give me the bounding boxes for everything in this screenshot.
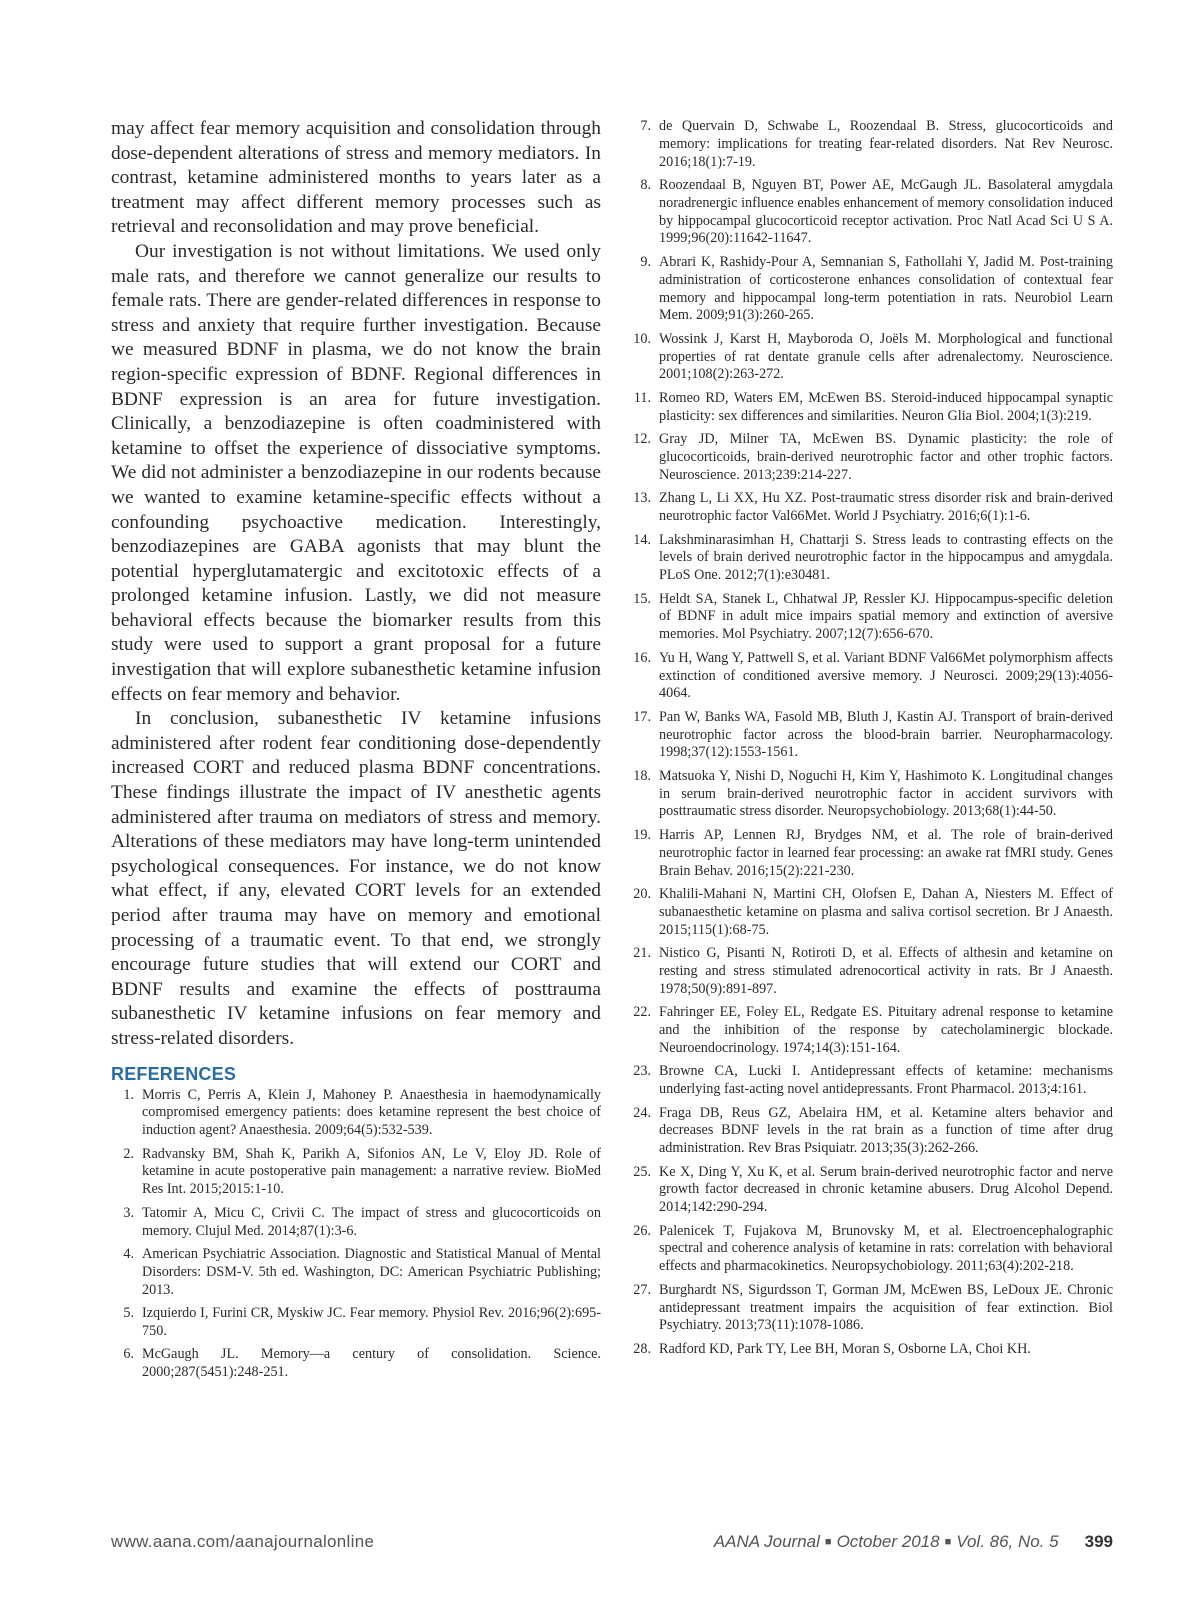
reference-text: de Quervain D, Schwabe L, Roozendaal B. Stress, glucocorticoids and memory: implications for treating fear-related disorders. Nat Rev Neurosc. 2016;18(1):7-19.: [659, 118, 1113, 170]
reference-number: 11.: [633, 389, 651, 406]
reference-item: [629, 650, 1113, 703]
reference-number: 28.: [633, 1340, 651, 1357]
reference-number: 18.: [633, 767, 651, 784]
reference-number: 8.: [640, 177, 651, 194]
right-column: [629, 118, 1113, 1364]
reference-text: Matsuoka Y, Nishi D, Noguchi H, Kim Y, Hashimoto K. Longitudinal changes in serum brain-derived neurotrophic factor in accident survivors with posttraumatic stress disorder. Neuropsychobiology. 2013;68(1):44-50.: [659, 767, 1113, 820]
reference-text: Morris C, Perris A, Klein J, Mahoney P. Anaesthesia in haemodynamically compromised emergency patients: does ketamine represent the best choice of induction agent? Anaesthesia. 2009;64(5):532-539.: [142, 1086, 601, 1139]
reference-text: Radford KD, Park TY, Lee BH, Moran S, Osborne LA, Choi KH.: [659, 1340, 1031, 1357]
reference-number: 22.: [633, 1004, 651, 1021]
reference-text: Heldt SA, Stanek L, Chhatwal JP, Ressler KJ. Hippocampus-specific deletion of BDNF in adult mice impairs spatial memory and extinction of aversive memories. Mol Psychiatry. 2007;12(7):656-670.: [659, 590, 1113, 643]
reference-text: Pan W, Banks WA, Fasold MB, Bluth J, Kastin AJ. Transport of brain-derived neurotrophic factor across the blood-brain barrier. Neuropharmacology. 1998;37(12):1553-1561.: [659, 708, 1113, 761]
reference-number: 13.: [633, 490, 651, 507]
reference-text: Palenicek T, Fujakova M, Brunovsky M, et al. Electroencephalographic spectral and coherence analysis of ketamine in rats: correlation with behavioral effects and pharmacokinetics. Neuropsychobiology. 2011;63(4):202-218.: [659, 1222, 1113, 1275]
reference-item: [111, 1346, 601, 1382]
separator-square: ■: [824, 1536, 832, 1548]
reference-item: [629, 1063, 1113, 1099]
reference-text: Radvansky BM, Shah K, Parikh A, Sifonios AN, Le V, Eloy JD. Role of ketamine in acute postoperative pain management: a narrative review. BioMed Res Int. 2015;2015:1-10.: [142, 1145, 601, 1198]
reference-number: 16.: [633, 649, 651, 666]
reference-item: [629, 431, 1113, 484]
reference-text: Burghardt NS, Sigurdsson T, Gorman JM, McEwen BS, LeDoux JE. Chronic antidepressant treatment impairs the acquisition of fear extinction. Biol Psychiatry. 2013;73(11):1078-1086.: [659, 1281, 1113, 1334]
reference-text: Zhang L, Li XX, Hu XZ. Post-traumatic stress disorder risk and brain-derived neurotrophic factor Val66Met. World J Psychiatry. 2016;6(1):1-6.: [659, 490, 1113, 525]
reference-number: 27.: [633, 1281, 651, 1298]
reference-text: American Psychiatric Association. Diagnostic and Statistical Manual of Mental Disorders: DSM-V. 5th ed. Washington, DC: American Psychiatric Publishing; 2013.: [142, 1246, 601, 1298]
reference-text: Ke X, Ding Y, Xu K, et al. Serum brain-derived neurotrophic factor and nerve growth factor decreased in chronic ketamine abusers. Drug Alcohol Depend. 2014;142:290-294.: [659, 1163, 1113, 1216]
journal-url-link[interactable]: www.aana.com/aanajournalonline: [111, 1532, 375, 1551]
journal-name: AANA Journal: [713, 1532, 820, 1551]
reference-item: [629, 490, 1113, 526]
reference-text: Yu H, Wang Y, Pattwell S, et al. Variant BDNF Val66Met polymorphism affects extinction of conditioned aversive memory. J Neurosci. 2009;29(13):4056-4064.: [659, 649, 1113, 702]
reference-number: 9.: [640, 253, 651, 270]
reference-item: [629, 945, 1113, 998]
references-heading: REFERENCES: [111, 1063, 237, 1084]
reference-text: Khalili-Mahani N, Martini CH, Olofsen E, Dahan A, Niesters M. Effect of subanaesthetic ketamine on plasma and saliva cortisol secretion. Br J Anaesth. 2015;115(1):68-75.: [659, 886, 1113, 938]
reference-text: Romeo RD, Waters EM, McEwen BS. Steroid-induced hippocampal synaptic plasticity: sex differences and similarities. Neuron Glia Biol. 2004;1(3):219.: [659, 389, 1113, 424]
reference-number: 24.: [633, 1104, 651, 1121]
reference-number: 5.: [123, 1305, 134, 1322]
reference-number: 21.: [633, 945, 651, 962]
reference-item: [629, 1004, 1113, 1057]
reference-text: Abrari K, Rashidy-Pour A, Semnanian S, Fathollahi Y, Jadid M. Post-training administration of corticosterone enhances consolidation of contextual fear memory and hippocampal long-term potentiation in rats. Neurobiol Learn Mem. 2009;91(3):260-265.: [659, 253, 1113, 324]
left-column: [111, 117, 601, 1388]
reference-text: McGaugh JL. Memory—a century of consolidation. Science. 2000;287(5451):248-251.: [142, 1346, 601, 1381]
reference-number: 4.: [123, 1246, 134, 1262]
reference-item: [629, 532, 1113, 585]
reference-number: 23.: [633, 1063, 651, 1080]
reference-text: Harris AP, Lennen RJ, Brydges NM, et al. The role of brain-derived neurotrophic factor in learned fear processing: an awake rat fMRI study. Genes Brain Behav. 2016;15(2):221-230.: [659, 826, 1113, 879]
reference-number: 1.: [123, 1086, 134, 1103]
page-footer: [111, 1532, 1113, 1556]
reference-number: 3.: [123, 1204, 134, 1221]
body-paragraph-3: In conclusion, subanesthetic IV ketamine infusions administered after rodent fear conditioning dose-dependently increased CORT and reduced plasma BDNF concentrations. These findings illustrate the impact of IV anesthetic agents administered after trauma on mediators of stress and memory. Alterations of these mediators may have long-term unintended psychological consequences. For instance, we do not know what effect, if any, elevated CORT levels for an extended period after trauma may have on memory and emotional processing of a traumatic event. To that end, we strongly encourage future studies that will extend our CORT and BDNF results and examine the effects of posttrauma subanesthetic IV ketamine infusions on fear memory and stress-related disorders.: [111, 708, 601, 1049]
reference-item: [629, 390, 1113, 426]
reference-item: [629, 709, 1113, 762]
reference-item: [629, 591, 1113, 644]
reference-item: [111, 1305, 601, 1341]
reference-text: Izquierdo I, Furini CR, Myskiw JC. Fear memory. Physiol Rev. 2016;96(2):695-750.: [142, 1305, 601, 1339]
reference-item: [629, 1164, 1113, 1217]
reference-item: [111, 1246, 601, 1299]
reference-text: Tatomir A, Micu C, Crivii C. The impact of stress and glucocorticoids on memory. Clujul Med. 2014;87(1):3-6.: [142, 1204, 601, 1239]
reference-item: [111, 1205, 601, 1241]
reference-number: 6.: [123, 1346, 134, 1363]
reference-number: 26.: [633, 1222, 651, 1239]
reference-text: Nistico G, Pisanti N, Rotiroti D, et al. Effects of althesin and ketamine on resting and stress stimulated adrenocortical activity in rats. Br J Anaesth. 1978;50(9):891-897.: [659, 945, 1113, 997]
reference-item: [629, 768, 1113, 821]
reference-item: [629, 331, 1113, 384]
reference-item: [111, 1087, 601, 1140]
reference-number: 17.: [633, 708, 651, 725]
reference-item: [629, 177, 1113, 248]
issue-date: October 2018: [836, 1532, 940, 1551]
reference-text: Lakshminarasimhan H, Chattarji S. Stress leads to contrasting effects on the levels of brain derived neurotrophic factor in the hippocampus and amygdala. PLoS One. 2012;7(1):e30481.: [659, 531, 1113, 584]
reference-item: [629, 1341, 1113, 1359]
reference-text: Fahringer EE, Foley EL, Redgate ES. Pituitary adrenal response to ketamine and the inhibition of the response by catecholaminergic blockade. Neuroendocrinology. 1974;14(3):151-164.: [659, 1004, 1113, 1056]
reference-number: 25.: [633, 1163, 651, 1180]
reference-item: [111, 1146, 601, 1199]
reference-item: [629, 827, 1113, 880]
reference-item: [629, 1282, 1113, 1335]
reference-number: 10.: [633, 330, 651, 347]
reference-number: 7.: [640, 118, 651, 134]
reference-item: [629, 254, 1113, 325]
separator-square: ■: [944, 1536, 952, 1548]
reference-text: Browne CA, Lucki I. Antidepressant effects of ketamine: mechanisms underlying fast-acting novel antidepressants. Front Pharmacol. 2013;4:161.: [659, 1063, 1113, 1098]
reference-number: 19.: [633, 826, 651, 843]
reference-number: 15.: [633, 590, 651, 607]
volume-issue: Vol. 86, No. 5: [956, 1532, 1059, 1551]
body-paragraph-2: Our investigation is not without limitations. We used only male rats, and therefore we cannot generalize our results to female rats. There are gender-related differences in response to stress and anxiety that require further investigation. Because we measured BDNF in plasma, we do not know the brain region-specific expression of BDNF. Regional differences in BDNF expression is an area for future investigation. Clinically, a benzodiazepine is often coadministered with ketamine to offset the experience of dissociative symptoms. We did not administer a benzodiazepine in our rodents because we wanted to examine ketamine-specific effects without a confounding psychoactive medication. Interestingly, benzodiazepines are GABA agonists that may blunt the potential hyperglutamatergic and excitotoxic effects of a prolonged ketamine infusion. Lastly, we did not measure behavioral effects because the biomarker results from this study were used to support a grant proposal for a future investigation that will explore subanesthetic ketamine infusion effects on fear memory and behavior.: [111, 240, 601, 705]
reference-item: [629, 1223, 1113, 1276]
reference-item: [629, 1105, 1113, 1158]
reference-text: Gray JD, Milner TA, McEwen BS. Dynamic plasticity: the role of glucocorticoids, brain-derived neurotrophic factor and other trophic factors. Neuroscience. 2013;239:214-227.: [659, 431, 1113, 483]
reference-number: 14.: [633, 531, 651, 548]
reference-text: Wossink J, Karst H, Mayboroda O, Joëls M. Morphological and functional properties of rat dentate granule cells after adrenalectomy. Neuroscience. 2001;108(2):263-272.: [659, 330, 1113, 383]
page-number: 399: [1084, 1532, 1113, 1551]
reference-number: 12.: [633, 431, 651, 448]
reference-text: Roozendaal B, Nguyen BT, Power AE, McGaugh JL. Basolateral amygdala noradrenergic influence enables enhancement of memory consolidation induced by hippocampal glucocorticoid receptor activation. Proc Natl Acad Sci U S A. 1999;96(20):11642-11647.: [659, 177, 1113, 247]
body-paragraph-1: may affect fear memory acquisition and consolidation through dose-dependent alterations of stress and memory mediators. In contrast, ketamine administered months to years later as a treatment may affect different memory processes such as retrieval and reconsolidation and may prove beneficial.: [111, 118, 601, 238]
reference-number: 2.: [123, 1145, 134, 1162]
reference-text: Fraga DB, Reus GZ, Abelaira HM, et al. Ketamine alters behavior and decreases BDNF levels in the rat brain as a function of time after drug administration. Rev Bras Psiquiatr. 2013;35(3):262-266.: [659, 1104, 1113, 1157]
reference-number: 20.: [633, 886, 651, 903]
journal-citation: [714, 1532, 1113, 1552]
reference-item: [629, 886, 1113, 939]
reference-item: [629, 118, 1113, 171]
